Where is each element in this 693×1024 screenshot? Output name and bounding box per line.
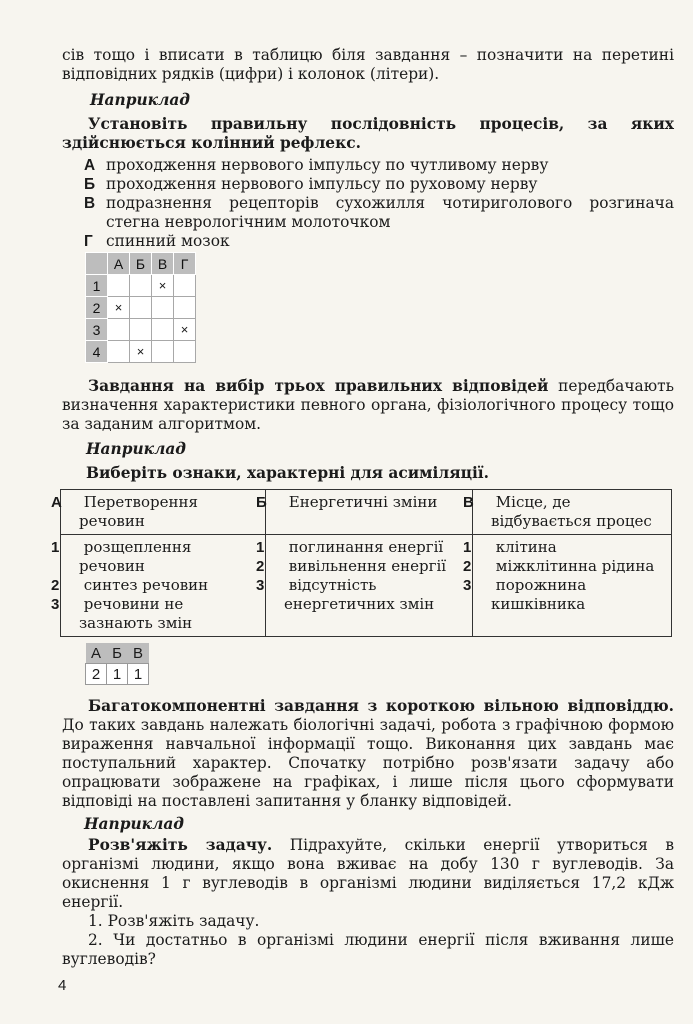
grid-cell: × xyxy=(152,275,174,297)
item-num: 2 xyxy=(256,558,265,575)
three-answers-text: передбачають визначення характеристики певного органа, фізіологічного процесу тощо за заданим алгоритмом. xyxy=(62,377,675,433)
assimilation-table xyxy=(51,489,672,637)
grid-cell xyxy=(108,341,130,363)
list-item xyxy=(51,576,259,595)
table-col-c xyxy=(463,535,672,637)
answer-cell: 1 xyxy=(107,664,128,685)
ex2-answer-grid xyxy=(85,643,149,685)
option-b xyxy=(84,175,674,194)
item-num: 1 xyxy=(256,539,265,556)
example-label: Наприклад xyxy=(86,440,187,458)
three-answers-paragraph xyxy=(62,377,674,434)
item-text: речовини не зазнають змін xyxy=(79,595,193,632)
list-item xyxy=(51,538,259,576)
item-num: 2 xyxy=(51,577,60,594)
header-text: Енергетичні зміни xyxy=(288,493,438,511)
sequence-grid xyxy=(85,252,196,363)
grid-cell xyxy=(174,341,196,363)
grid-corner xyxy=(86,253,108,275)
ex1-options xyxy=(84,156,674,251)
ex2-question: Виберіть ознаки, характерні для асиміляції. xyxy=(86,464,490,482)
answer-col-header: В xyxy=(128,643,149,664)
item-text: поглинання енергії xyxy=(288,538,444,556)
ex3-task-title: Розв'яжіть задачу. xyxy=(88,836,273,854)
grid-cell xyxy=(130,297,152,319)
item-text: відсутність енергетичних змін xyxy=(284,576,435,613)
grid-row-header: 4 xyxy=(86,341,108,363)
intro-text: сів тощо і вписати в таблицю біля завдання – позначити на перетині відповідних рядків (цифри) і колонок (літери). xyxy=(62,46,674,83)
answer-cell: 2 xyxy=(86,664,107,685)
multi-component-paragraph xyxy=(62,697,674,811)
header-letter: А xyxy=(51,494,62,511)
header-text: Місце, де відбувається процес xyxy=(491,493,652,530)
example-3 xyxy=(62,815,674,969)
item-num: 3 xyxy=(51,596,60,613)
option-text: проходження нервового імпульсу по чутливому нерву xyxy=(106,156,549,174)
answer-cell: 1 xyxy=(128,664,149,685)
grid-cell: × xyxy=(108,297,130,319)
answer-grid xyxy=(85,643,149,685)
list-item xyxy=(256,538,466,557)
item-num: 2 xyxy=(463,558,472,575)
item-num: 3 xyxy=(256,577,265,594)
table-col-a xyxy=(51,535,266,637)
item-num: 3 xyxy=(463,577,472,594)
ex3-task-text: Підрахуйте, скільки енергії утвориться в організмі людини, якщо вона вживає на добу 130 г вуглеводів. За окиснення 1 г вуглеводів в організмі людини виділяється 17,2 кДж енергії. xyxy=(62,836,674,911)
item-num: 1 xyxy=(51,539,60,556)
option-a xyxy=(84,156,674,175)
answer-col-header: А xyxy=(86,643,107,664)
list-item xyxy=(463,557,665,576)
header-text: Перетворення речовин xyxy=(79,493,198,530)
table-col-b xyxy=(256,535,473,637)
grid-row-header: 3 xyxy=(86,319,108,341)
item-text: порожнина кишківника xyxy=(491,576,587,613)
grid-col-header: Б xyxy=(130,253,152,275)
grid-cell xyxy=(174,297,196,319)
grid-col-header: А xyxy=(108,253,130,275)
item-text: міжклітинна рідина xyxy=(495,557,655,575)
grid-row-header: 1 xyxy=(86,275,108,297)
grid-cell: × xyxy=(130,341,152,363)
grid-cell xyxy=(130,319,152,341)
grid-cell xyxy=(130,275,152,297)
option-text: спинний мозок xyxy=(106,232,230,250)
grid-col-header: Г xyxy=(174,253,196,275)
option-letter: В xyxy=(84,195,96,212)
table-header-a xyxy=(51,490,266,535)
grid-cell: × xyxy=(174,319,196,341)
grid-col-header: В xyxy=(152,253,174,275)
ex3-task xyxy=(62,836,674,912)
item-text: клітина xyxy=(495,538,557,556)
option-letter: Г xyxy=(84,233,93,250)
example-2 xyxy=(62,440,674,483)
option-letter: А xyxy=(84,157,96,174)
grid-cell xyxy=(152,319,174,341)
example-label: Наприклад xyxy=(84,815,185,833)
item-text: вивільнення енергії xyxy=(288,557,447,575)
header-letter: Б xyxy=(256,494,267,511)
ex1-answer-grid xyxy=(85,252,196,363)
table-header-b xyxy=(256,490,473,535)
ex2-table-wrap xyxy=(51,489,672,637)
table-header-c xyxy=(463,490,672,535)
option-text: подразнення рецепторів сухожилля чотириголового розгинача стегна неврологічним молоточком xyxy=(106,194,674,231)
list-item xyxy=(463,538,665,557)
ex3-q2: 2. Чи достатньо в організмі людини енергії після вживання лише вуглеводів? xyxy=(62,931,674,968)
ex1-question: Установіть правильну послідовність процесів, за яких здійснюється колінний рефлекс. xyxy=(62,115,674,152)
grid-cell xyxy=(152,297,174,319)
grid-cell xyxy=(174,275,196,297)
list-item xyxy=(463,576,665,614)
ex3-q1: 1. Розв'яжіть задачу. xyxy=(88,912,260,930)
example-1 xyxy=(62,91,674,251)
list-item xyxy=(51,595,259,633)
option-text: проходження нервового імпульсу по руховому нерву xyxy=(106,175,538,193)
list-item xyxy=(256,576,466,614)
header-letter: В xyxy=(463,494,474,511)
page-number: 4 xyxy=(58,977,67,994)
answer-col-header: Б xyxy=(107,643,128,664)
three-answers-title: Завдання на вибір трьох правильних відповідей xyxy=(88,377,549,395)
item-text: розщеплення речовин xyxy=(79,538,192,575)
option-d xyxy=(84,232,674,251)
multi-component-text: До таких завдань належать біологічні задачі, робота з графічною формою вираження навчальної інформації тощо. Виконання цих завдань має поступальний характер. Спочатку потрібно розв'язати задачу або опрацювати зображене на графіках, і лише після цього сформувати відповіді на поставлені запитання у бланку відповідей. xyxy=(62,716,674,810)
example-label: Наприклад xyxy=(90,91,191,109)
item-text: синтез речовин xyxy=(83,576,209,594)
item-num: 1 xyxy=(463,539,472,556)
grid-cell xyxy=(108,275,130,297)
grid-cell xyxy=(108,319,130,341)
option-c xyxy=(84,194,674,232)
list-item xyxy=(256,557,466,576)
intro-paragraph xyxy=(62,46,674,84)
multi-component-title: Багатокомпонентні завдання з короткою вільною відповіддю. xyxy=(88,697,674,715)
grid-row-header: 2 xyxy=(86,297,108,319)
option-letter: Б xyxy=(84,176,96,193)
grid-cell xyxy=(152,341,174,363)
